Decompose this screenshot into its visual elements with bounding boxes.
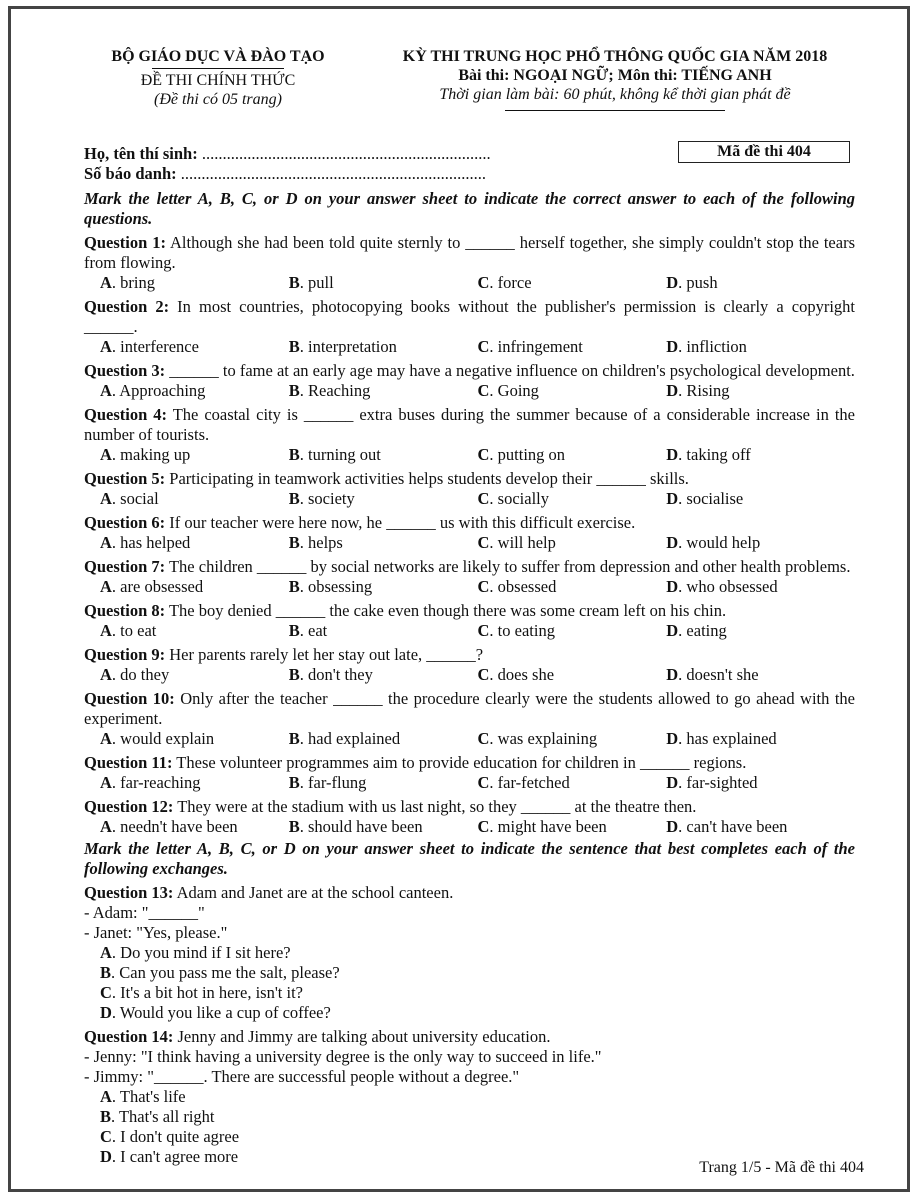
answer-options <box>84 773 855 793</box>
option-text: . society <box>299 489 355 508</box>
answer-option[interactable] <box>100 1107 485 1127</box>
option-text: . had explained <box>299 729 401 748</box>
option-letter: A <box>100 577 112 596</box>
option-text: . should have been <box>299 817 423 836</box>
option-letter: A <box>100 381 112 400</box>
option-text: . far-sighted <box>678 773 758 792</box>
question <box>84 557 855 597</box>
question-label: Question 9: <box>84 645 166 664</box>
option-text: . Going <box>489 381 539 400</box>
answer-option[interactable] <box>289 665 478 685</box>
answer-options <box>84 665 855 685</box>
option-letter: A <box>100 665 112 684</box>
answer-options <box>84 273 855 293</box>
answer-option[interactable] <box>666 621 855 641</box>
option-letter: B <box>288 445 300 464</box>
option-letter: A <box>100 621 112 640</box>
option-letter: D <box>666 533 679 552</box>
option-letter: C <box>477 817 490 836</box>
answer-option[interactable] <box>478 665 667 685</box>
option-letter: D <box>666 621 679 640</box>
option-text: . Would you like a cup of coffee? <box>111 1003 331 1022</box>
page-footer: Trang 1/5 - Mã đề thi 404 <box>699 1159 864 1176</box>
page-count-note: (Đề thi có 05 trang) <box>154 91 282 108</box>
option-letter: D <box>666 729 679 748</box>
question <box>84 645 855 685</box>
answer-option[interactable] <box>666 773 855 793</box>
question <box>84 361 855 401</box>
question <box>84 883 855 1023</box>
option-letter: C <box>477 665 490 684</box>
dialogue-line: - Jimmy: "______. There are successful people without a degree." <box>84 1067 520 1086</box>
option-letter: B <box>288 773 300 792</box>
header-rule <box>152 68 284 69</box>
answer-option[interactable] <box>666 665 855 685</box>
option-text: . putting on <box>489 445 566 464</box>
question-stem: The coastal city is ______ extra buses during the summer because of a considerable increase in the number of tourists. <box>84 405 855 444</box>
answer-option[interactable] <box>478 273 667 293</box>
option-text: . can't have been <box>678 817 788 836</box>
option-text: . taking off <box>678 445 751 464</box>
option-letter: A <box>100 943 112 962</box>
option-letter: B <box>288 489 300 508</box>
answer-option[interactable] <box>666 273 855 293</box>
option-letter: A <box>100 729 112 748</box>
option-text: . might have been <box>489 817 607 836</box>
candidate-name-field: ...................................................................... <box>197 144 491 163</box>
option-letter: C <box>100 983 112 1002</box>
option-letter: D <box>666 489 679 508</box>
option-text: . push <box>678 273 718 292</box>
answer-option[interactable] <box>289 577 478 597</box>
option-text: . infringement <box>489 337 583 356</box>
option-text: . to eating <box>489 621 555 640</box>
answer-options <box>84 337 855 357</box>
option-text: . interference <box>111 337 199 356</box>
option-letter: B <box>288 337 300 356</box>
option-letter: C <box>477 729 490 748</box>
option-text: . bring <box>111 273 156 292</box>
question-label: Question 8: <box>84 601 166 620</box>
option-letter: C <box>477 337 490 356</box>
answer-option[interactable] <box>100 273 289 293</box>
question-label: Question 14: <box>84 1027 174 1046</box>
ministry-name: BỘ GIÁO DỤC VÀ ĐÀO TẠO <box>111 48 325 65</box>
question-label: Question 7: <box>84 557 166 576</box>
question-stem: If our teacher were here now, he ______ us with this difficult exercise. <box>165 513 636 532</box>
question-label: Question 1: <box>84 233 166 252</box>
question-stem: The children ______ by social networks are likely to suffer from depression and other health problems. <box>165 557 851 576</box>
question-stem: Adam and Janet are at the school canteen. <box>173 883 454 902</box>
option-text: . interpretation <box>299 337 397 356</box>
answer-option[interactable] <box>100 773 289 793</box>
question-text <box>84 883 855 903</box>
exam-content <box>84 189 855 1167</box>
answer-option[interactable] <box>100 1147 485 1167</box>
answer-option[interactable] <box>478 337 667 357</box>
answer-option[interactable] <box>100 729 289 749</box>
answer-option[interactable] <box>666 729 855 749</box>
exam-subject: Bài thi: NGOẠI NGỮ; Môn thi: TIẾNG ANH <box>458 67 772 84</box>
option-letter: C <box>477 621 490 640</box>
answer-option[interactable] <box>289 621 478 641</box>
answer-options <box>84 1087 855 1167</box>
option-text: . obsessing <box>299 577 373 596</box>
option-text: . don't they <box>299 665 373 684</box>
option-letter: A <box>100 817 112 836</box>
answer-option[interactable] <box>100 381 289 401</box>
answer-options <box>84 489 855 509</box>
option-text: . That's life <box>111 1087 186 1106</box>
answer-options <box>84 445 855 465</box>
option-text: . who obsessed <box>678 577 778 596</box>
option-letter: C <box>477 773 490 792</box>
question-label: Question 13: <box>84 883 174 902</box>
option-letter: D <box>666 273 679 292</box>
option-text: . force <box>489 273 532 292</box>
option-text: . obsessed <box>489 577 557 596</box>
question <box>84 469 855 509</box>
dialogue-line: - Adam: "______" <box>84 903 205 922</box>
question-list <box>84 233 855 837</box>
ministry-header <box>88 48 348 109</box>
option-letter: A <box>100 773 112 792</box>
question-label: Question 3: <box>84 361 166 380</box>
option-text: . Rising <box>678 381 730 400</box>
answer-options <box>84 817 855 837</box>
candidate-number-label: Số báo danh: <box>84 164 177 183</box>
question-stem: They were at the stadium with us last night, so they ______ at the theatre then. <box>173 797 697 816</box>
option-text: . Reaching <box>299 381 371 400</box>
candidate-name-label: Họ, tên thí sinh: <box>84 144 198 163</box>
option-text: . Approaching <box>111 381 206 400</box>
answer-option[interactable] <box>100 445 289 465</box>
option-letter: B <box>100 1107 112 1126</box>
dialogue-line: - Janet: "Yes, please." <box>84 923 228 942</box>
question-stem: Participating in teamwork activities helps students develop their ______ skills. <box>165 469 689 488</box>
option-letter: B <box>100 963 112 982</box>
question-text <box>84 797 855 817</box>
dialogue-line: - Jenny: "I think having a university degree is the only way to succeed in life." <box>84 1047 602 1066</box>
option-letter: B <box>288 381 300 400</box>
answer-option[interactable] <box>478 489 667 509</box>
option-letter: B <box>288 577 300 596</box>
option-text: . I don't quite agree <box>111 1127 240 1146</box>
question-text <box>84 297 855 337</box>
option-text: . far-flung <box>299 773 367 792</box>
question <box>84 233 855 293</box>
question-label: Question 5: <box>84 469 166 488</box>
answer-option[interactable] <box>478 773 667 793</box>
question-text <box>84 601 855 621</box>
option-text: . far-fetched <box>489 773 570 792</box>
question <box>84 1027 855 1167</box>
instructions-part2: Mark the letter A, B, C, or D on your answer sheet to indicate the sentence that best completes each of the following exchanges. <box>84 839 855 878</box>
option-text: . has helped <box>111 533 191 552</box>
question-stem: Although she had been told quite sternly to ______ herself together, she simply couldn't stop the tears from flowing. <box>84 233 855 272</box>
option-text: . would explain <box>111 729 215 748</box>
option-letter: D <box>666 337 679 356</box>
answer-option[interactable] <box>478 817 667 837</box>
answer-option[interactable] <box>100 1003 485 1023</box>
option-text: . eat <box>299 621 328 640</box>
question-label: Question 12: <box>84 797 174 816</box>
answer-options <box>84 729 855 749</box>
option-letter: D <box>666 445 679 464</box>
question-stem: Jenny and Jimmy are talking about university education. <box>173 1027 551 1046</box>
option-text: . has explained <box>678 729 777 748</box>
option-letter: C <box>477 577 490 596</box>
option-letter: D <box>666 577 679 596</box>
option-letter: A <box>100 533 112 552</box>
option-text: . doesn't she <box>678 665 759 684</box>
option-text: . It's a bit hot in here, isn't it? <box>111 983 304 1002</box>
exam-title: KỲ THI TRUNG HỌC PHỔ THÔNG QUỐC GIA NĂM 2018 <box>402 48 828 65</box>
answer-options <box>84 381 855 401</box>
question <box>84 689 855 749</box>
question <box>84 601 855 641</box>
question-text <box>84 469 855 489</box>
answer-option[interactable] <box>478 577 667 597</box>
exchange-list <box>84 883 855 1167</box>
candidate-name-line <box>84 144 491 164</box>
answer-option[interactable] <box>666 445 855 465</box>
answer-option[interactable] <box>289 337 478 357</box>
question-text <box>84 557 855 577</box>
answer-options <box>84 621 855 641</box>
option-text: . Can you pass me the salt, please? <box>111 963 340 982</box>
option-text: . pull <box>299 273 334 292</box>
question-text <box>84 645 855 665</box>
exam-time: Thời gian làm bài: 60 phút, không kể thời gian phát đề <box>439 86 791 103</box>
option-text: . Do you mind if I sit here? <box>111 943 291 962</box>
question <box>84 405 855 465</box>
answer-option[interactable] <box>666 381 855 401</box>
answer-option[interactable] <box>289 445 478 465</box>
answer-option[interactable] <box>478 445 667 465</box>
question-text <box>84 233 855 273</box>
option-letter: D <box>666 381 679 400</box>
answer-options <box>84 943 855 1023</box>
question-label: Question 2: <box>84 297 170 316</box>
answer-option[interactable] <box>100 577 289 597</box>
option-text: . are obsessed <box>111 577 204 596</box>
candidate-info <box>84 144 491 184</box>
answer-options <box>84 533 855 553</box>
question-text <box>84 1027 855 1047</box>
answer-option[interactable] <box>100 489 289 509</box>
question-text <box>84 689 855 729</box>
answer-option[interactable] <box>666 817 855 837</box>
option-text: . socially <box>489 489 549 508</box>
option-letter: A <box>100 445 112 464</box>
answer-option[interactable] <box>289 381 478 401</box>
option-text: . eating <box>678 621 727 640</box>
answer-option[interactable] <box>100 1087 485 1107</box>
option-letter: C <box>477 533 490 552</box>
option-letter: D <box>666 773 679 792</box>
answer-option[interactable] <box>478 729 667 749</box>
answer-option[interactable] <box>100 817 289 837</box>
question-stem: ______ to fame at an early age may have a negative influence on children's psychological development. <box>165 361 855 380</box>
question-label: Question 4: <box>84 405 167 424</box>
option-text: . helps <box>299 533 343 552</box>
option-text: . far-reaching <box>111 773 201 792</box>
option-letter: B <box>288 533 300 552</box>
answer-option[interactable] <box>100 621 289 641</box>
answer-option[interactable] <box>100 337 289 357</box>
answer-option[interactable] <box>289 729 478 749</box>
option-letter: A <box>100 337 112 356</box>
question <box>84 297 855 357</box>
answer-option[interactable] <box>478 533 667 553</box>
option-text: . infliction <box>678 337 747 356</box>
question-label: Question 10: <box>84 689 175 708</box>
header-rule <box>505 110 725 111</box>
answer-option[interactable] <box>100 983 485 1003</box>
option-letter: B <box>288 817 300 836</box>
answer-option[interactable] <box>666 337 855 357</box>
answer-option[interactable] <box>289 489 478 509</box>
option-text: . socialise <box>678 489 744 508</box>
question-stem: The boy denied ______ the cake even though there was some cream left on his chin. <box>165 601 727 620</box>
answer-option[interactable] <box>666 577 855 597</box>
option-letter: B <box>288 621 300 640</box>
option-text: . would help <box>678 533 761 552</box>
option-text: . turning out <box>299 445 381 464</box>
answer-option[interactable] <box>478 621 667 641</box>
option-letter: C <box>477 445 490 464</box>
answer-option[interactable] <box>100 665 289 685</box>
answer-option[interactable] <box>289 773 478 793</box>
option-letter: B <box>288 729 300 748</box>
option-letter: B <box>288 665 300 684</box>
candidate-number-field: .......................................................................... <box>176 164 487 183</box>
option-letter: D <box>666 817 679 836</box>
option-text: . will help <box>489 533 556 552</box>
option-text: . to eat <box>111 621 157 640</box>
question <box>84 797 855 837</box>
option-letter: A <box>100 273 112 292</box>
question-stem: In most countries, photocopying books without the publisher's permission is clearly a copyright ______. <box>84 297 855 336</box>
option-text: . social <box>111 489 159 508</box>
option-letter: C <box>100 1127 112 1146</box>
option-letter: C <box>477 489 490 508</box>
option-letter: C <box>477 381 490 400</box>
option-letter: A <box>100 1087 112 1106</box>
option-letter: B <box>288 273 300 292</box>
question-stem: These volunteer programmes aim to provide education for children in ______ regions. <box>172 753 747 772</box>
option-text: . was explaining <box>489 729 598 748</box>
question-text <box>84 361 855 381</box>
option-text: . does she <box>489 665 555 684</box>
answer-option[interactable] <box>100 963 485 983</box>
exam-header <box>360 48 870 111</box>
exam-code-box: Mã đề thi 404 <box>678 141 850 163</box>
option-text: . do they <box>111 665 170 684</box>
question-label: Question 6: <box>84 513 166 532</box>
question-text <box>84 753 855 773</box>
answer-option[interactable] <box>289 817 478 837</box>
question-stem: Her parents rarely let her stay out late, ______? <box>165 645 484 664</box>
answer-option[interactable] <box>478 381 667 401</box>
answer-option[interactable] <box>289 533 478 553</box>
question-stem: Only after the teacher ______ the procedure clearly were the students allowed to go ahead with the experiment. <box>84 689 855 728</box>
answer-option[interactable] <box>100 533 289 553</box>
answer-option[interactable] <box>100 1127 485 1147</box>
answer-option[interactable] <box>100 943 485 963</box>
official-exam-label: ĐỀ THI CHÍNH THỨC <box>140 72 296 89</box>
question <box>84 513 855 553</box>
option-text: . I can't agree more <box>111 1147 239 1166</box>
answer-option[interactable] <box>289 273 478 293</box>
option-letter: D <box>100 1003 112 1022</box>
option-text: . That's all right <box>111 1107 215 1126</box>
candidate-number-line <box>84 164 491 184</box>
option-letter: C <box>477 273 490 292</box>
answer-option[interactable] <box>666 489 855 509</box>
answer-options <box>84 577 855 597</box>
question <box>84 753 855 793</box>
option-letter: D <box>100 1147 112 1166</box>
option-text: . making up <box>111 445 191 464</box>
option-text: . needn't have been <box>111 817 238 836</box>
option-letter: D <box>666 665 679 684</box>
question-text <box>84 405 855 445</box>
option-letter: A <box>100 489 112 508</box>
question-text <box>84 513 855 533</box>
answer-option[interactable] <box>666 533 855 553</box>
instructions-part1: Mark the letter A, B, C, or D on your answer sheet to indicate the correct answer to each of the following questions. <box>84 189 855 228</box>
question-label: Question 11: <box>84 753 173 772</box>
